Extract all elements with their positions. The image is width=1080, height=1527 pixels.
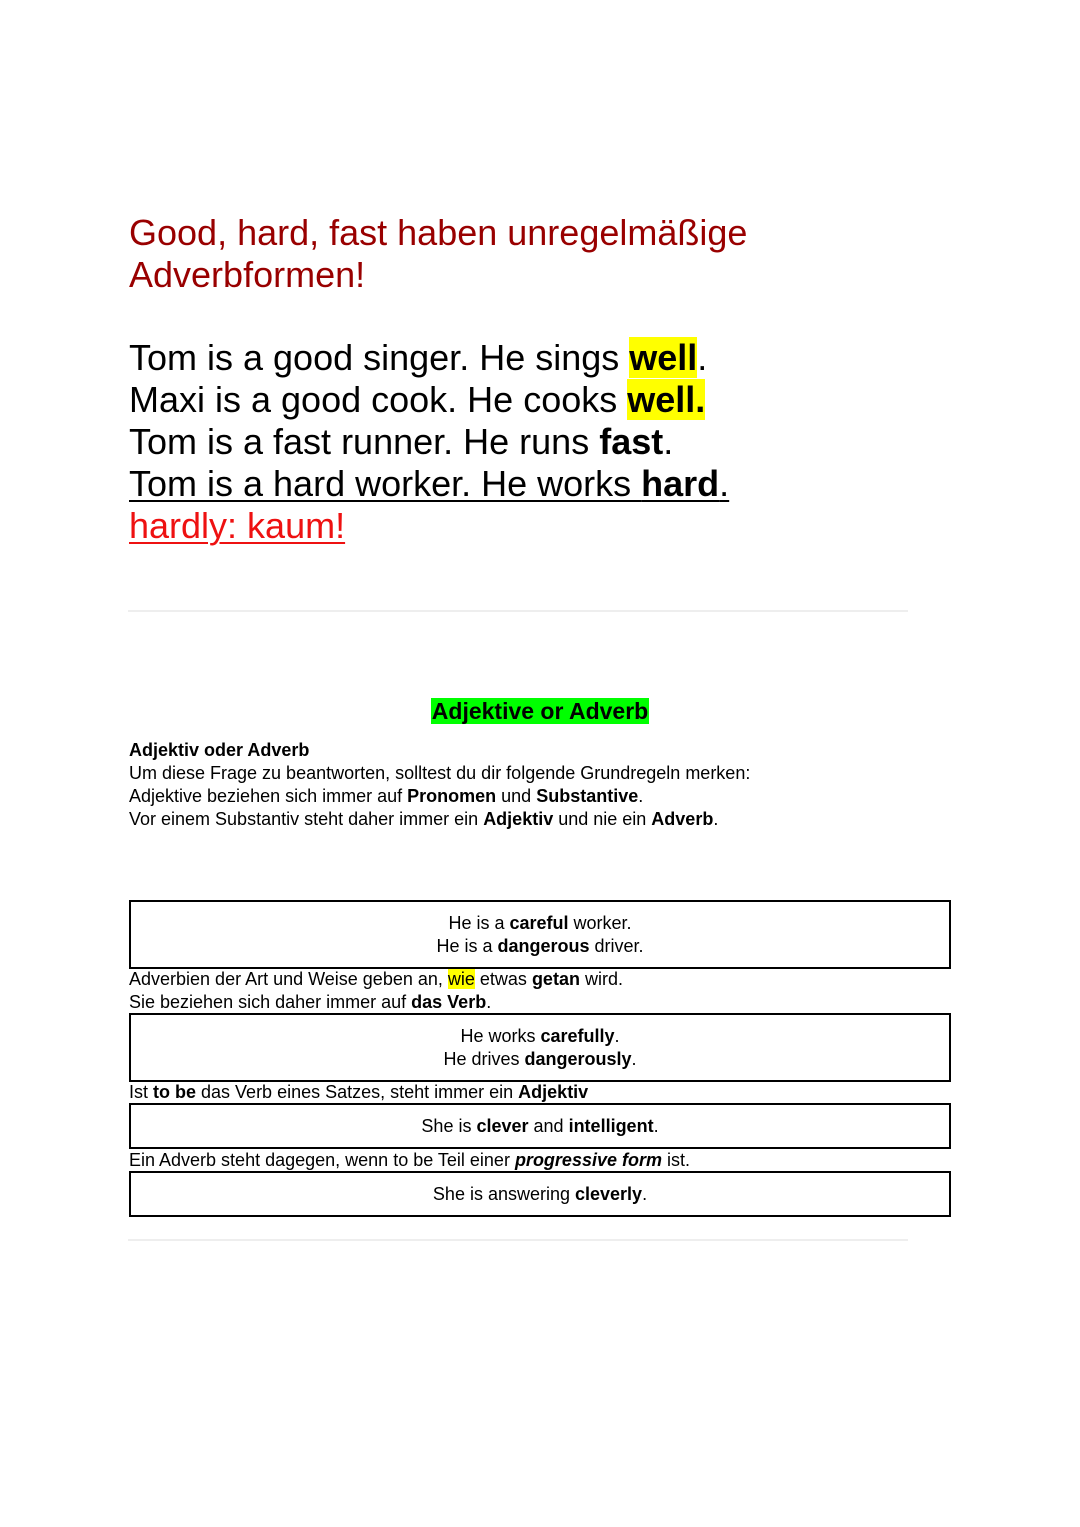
- progressive-form-rule: Ein Adverb steht dagegen, wenn to be Teil einer progressive form ist.: [129, 1150, 691, 1170]
- example-line: Tom is a fast runner. He runs fast.: [129, 421, 674, 462]
- example-box-adjective: [129, 900, 951, 969]
- example-line: Tom is a good singer. He sings well.: [129, 337, 708, 378]
- hardly-note: hardly: kaum!: [129, 505, 346, 546]
- box-line: He is a careful worker.: [448, 913, 632, 933]
- highlighted-word: wie: [447, 969, 475, 989]
- section-title: Adjektive or Adverb: [431, 698, 649, 724]
- box-line: He drives dangerously.: [443, 1049, 637, 1069]
- intro-line: Vor einem Substantiv steht daher immer ein Adjektiv und nie ein Adverb.: [129, 809, 719, 829]
- page-divider: [128, 610, 908, 612]
- box-line: He is a dangerous driver.: [436, 936, 644, 956]
- box-line: She is answering cleverly.: [432, 1184, 648, 1204]
- example-sentences: [129, 337, 929, 547]
- to-be-rule: Ist to be das Verb eines Satzes, steht immer ein Adjektiv: [129, 1082, 589, 1102]
- example-box-adverb: [129, 1013, 951, 1082]
- intro-paragraph: [129, 739, 949, 831]
- example-line: Tom is a hard worker. He works hard.: [129, 463, 730, 504]
- intro-subtitle: Adjektiv oder Adverb: [129, 740, 310, 760]
- example-box-to-be: [129, 1103, 951, 1149]
- highlighted-word: well.: [627, 379, 706, 420]
- heading-line-1: Good, hard, fast haben unregelmäßige: [129, 212, 748, 253]
- box-line: He works carefully.: [460, 1026, 620, 1046]
- intro-line: Adjektive beziehen sich immer auf Pronomen und Substantive.: [129, 786, 644, 806]
- adverb-explanation: Adverbien der Art und Weise geben an, wie etwas getan wird. Sie beziehen sich daher immer auf das Verb.: [129, 969, 623, 1012]
- irregular-adverbs-heading: [129, 212, 889, 296]
- page-divider: [128, 1239, 908, 1241]
- example-line: Maxi is a good cook. He cooks well.: [129, 379, 706, 420]
- example-box-progressive: [129, 1171, 951, 1217]
- intro-line: Um diese Frage zu beantworten, solltest du dir folgende Grundregeln merken:: [129, 763, 751, 783]
- highlighted-word: well: [629, 337, 698, 378]
- heading-line-2: Adverbformen!: [129, 254, 366, 295]
- box-line: She is clever and intelligent.: [421, 1116, 659, 1136]
